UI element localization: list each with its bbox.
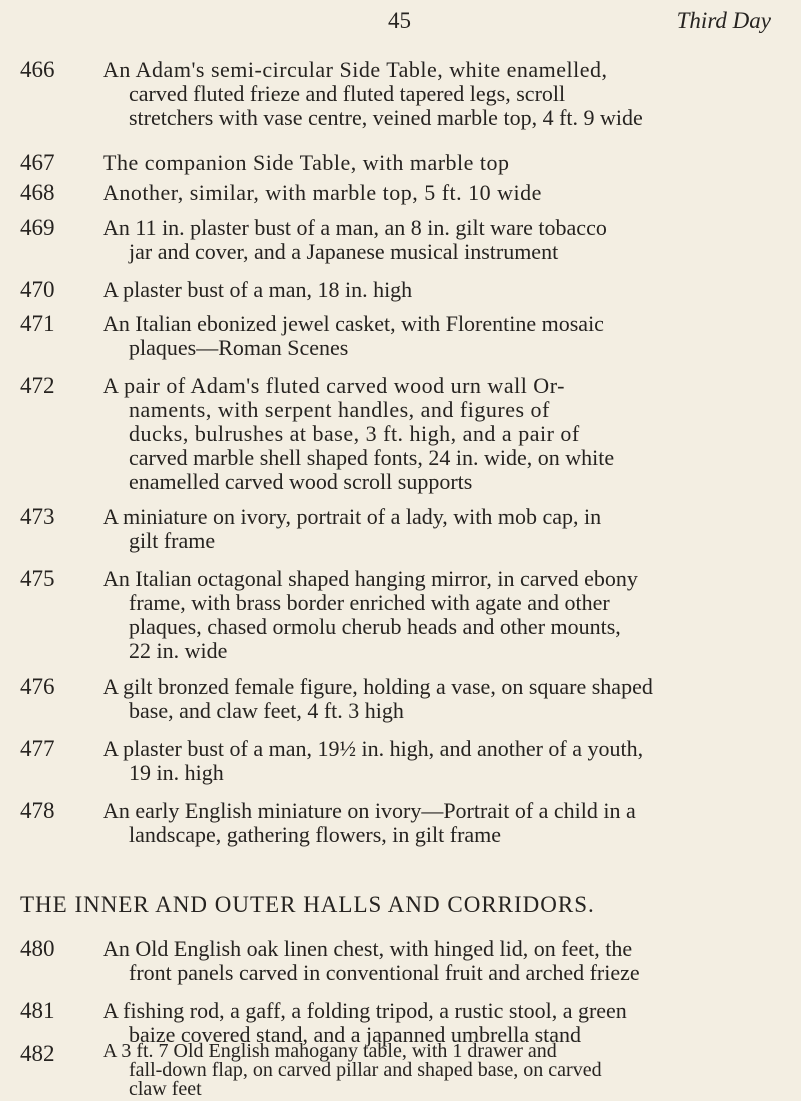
- lot-line: jar and cover, and a Japanese musical instrument: [129, 239, 559, 264]
- lot-line: The companion Side Table, with marble top: [103, 150, 510, 175]
- lot-description: [103, 374, 793, 494]
- lot-number: 482: [20, 1041, 55, 1066]
- lot-number: 472: [20, 373, 55, 398]
- lot-line: naments, with serpent handles, and figures of: [129, 397, 550, 422]
- lot-line: carved fluted frieze and fluted tapered legs, scroll: [129, 81, 566, 106]
- lot-line: A pair of Adam's fluted carved wood urn wall Or-: [103, 373, 565, 398]
- lot-line: plaques—Roman Scenes: [129, 335, 349, 360]
- lot-line: Another, similar, with marble top, 5 ft. 10 wide: [103, 180, 542, 205]
- lot-line: An Italian octagonal shaped hanging mirror, in carved ebony: [103, 566, 638, 591]
- lot-description: [103, 675, 793, 723]
- lot-line: enamelled carved wood scroll supports: [129, 469, 473, 494]
- lot-description: [103, 799, 793, 847]
- lot-description: [103, 151, 793, 175]
- lot-description: [103, 58, 793, 130]
- lot-line: gilt frame: [129, 528, 216, 553]
- lot-number: 478: [20, 798, 55, 823]
- lot-line: An 11 in. plaster bust of a man, an 8 in. gilt ware tobacco: [103, 215, 607, 240]
- lot-number: 469: [20, 215, 55, 240]
- lot-line: A 3 ft. 7 Old English mahogany table, with 1 drawer and: [103, 1040, 557, 1062]
- lot-description: [103, 216, 793, 264]
- day-heading: Third Day: [676, 8, 771, 33]
- lot-line: A gilt bronzed female figure, holding a vase, on square shaped: [103, 674, 653, 699]
- lot-line: baize covered stand, and a japanned umbrella stand: [129, 1022, 582, 1047]
- lot-number: 475: [20, 566, 55, 591]
- lot-number: 466: [20, 57, 55, 82]
- lot-number: 470: [20, 277, 55, 302]
- lot-line: stretchers with vase centre, veined marble top, 4 ft. 9 wide: [129, 105, 643, 130]
- lot-line: An Old English oak linen chest, with hinged lid, on feet, the: [103, 936, 633, 961]
- page-number: 45: [388, 8, 411, 33]
- lot-line: carved marble shell shaped fonts, 24 in. wide, on white: [129, 445, 615, 470]
- lot-description: [103, 737, 793, 785]
- lot-number: 473: [20, 504, 55, 529]
- lot-line: fall-down flap, on carved pillar and shaped base, on carved: [129, 1059, 602, 1081]
- lot-number: 476: [20, 674, 55, 699]
- lot-description: [103, 505, 793, 553]
- lot-line: claw feet: [129, 1078, 202, 1100]
- lot-description: [103, 937, 793, 985]
- lot-number: 480: [20, 936, 55, 961]
- lot-line: frame, with brass border enriched with agate and other: [129, 590, 610, 615]
- lot-line: A plaster bust of a man, 19½ in. high, and another of a youth,: [103, 736, 644, 761]
- page-header: [0, 8, 801, 36]
- lot-line: A miniature on ivory, portrait of a lady, with mob cap, in: [103, 504, 602, 529]
- lot-line: plaques, chased ormolu cherub heads and other mounts,: [129, 614, 621, 639]
- lot-line: 19 in. high: [129, 760, 224, 785]
- lot-number: 467: [20, 150, 55, 175]
- lot-number: 481: [20, 998, 55, 1023]
- lot-line: 22 in. wide: [129, 638, 228, 663]
- lot-description: [103, 312, 793, 360]
- lot-line: front panels carved in conventional fruit and arched frieze: [129, 960, 640, 985]
- lot-line: A plaster bust of a man, 18 in. high: [103, 277, 413, 302]
- lot-line: An Italian ebonized jewel casket, with Florentine mosaic: [103, 311, 604, 336]
- lot-line: base, and claw feet, 4 ft. 3 high: [129, 698, 404, 723]
- lot-number: 471: [20, 311, 55, 336]
- lot-number: 468: [20, 180, 55, 205]
- lot-line: landscape, gathering flowers, in gilt frame: [129, 822, 502, 847]
- lot-number: 477: [20, 736, 55, 761]
- lot-line: ducks, bulrushes at base, 3 ft. high, and a pair of: [129, 421, 580, 446]
- lot-description: [103, 567, 793, 663]
- lot-description: [103, 181, 793, 205]
- section-heading: THE INNER AND OUTER HALLS AND CORRIDORS.: [20, 892, 595, 917]
- lot-description: [103, 278, 793, 302]
- lot-description: [103, 1042, 793, 1099]
- lot-line: An early English miniature on ivory—Portrait of a child in a: [103, 798, 636, 823]
- lot-line: An Adam's semi-circular Side Table, white enamelled,: [103, 57, 608, 82]
- lot-line: A fishing rod, a gaff, a folding tripod, a rustic stool, a green: [103, 998, 627, 1023]
